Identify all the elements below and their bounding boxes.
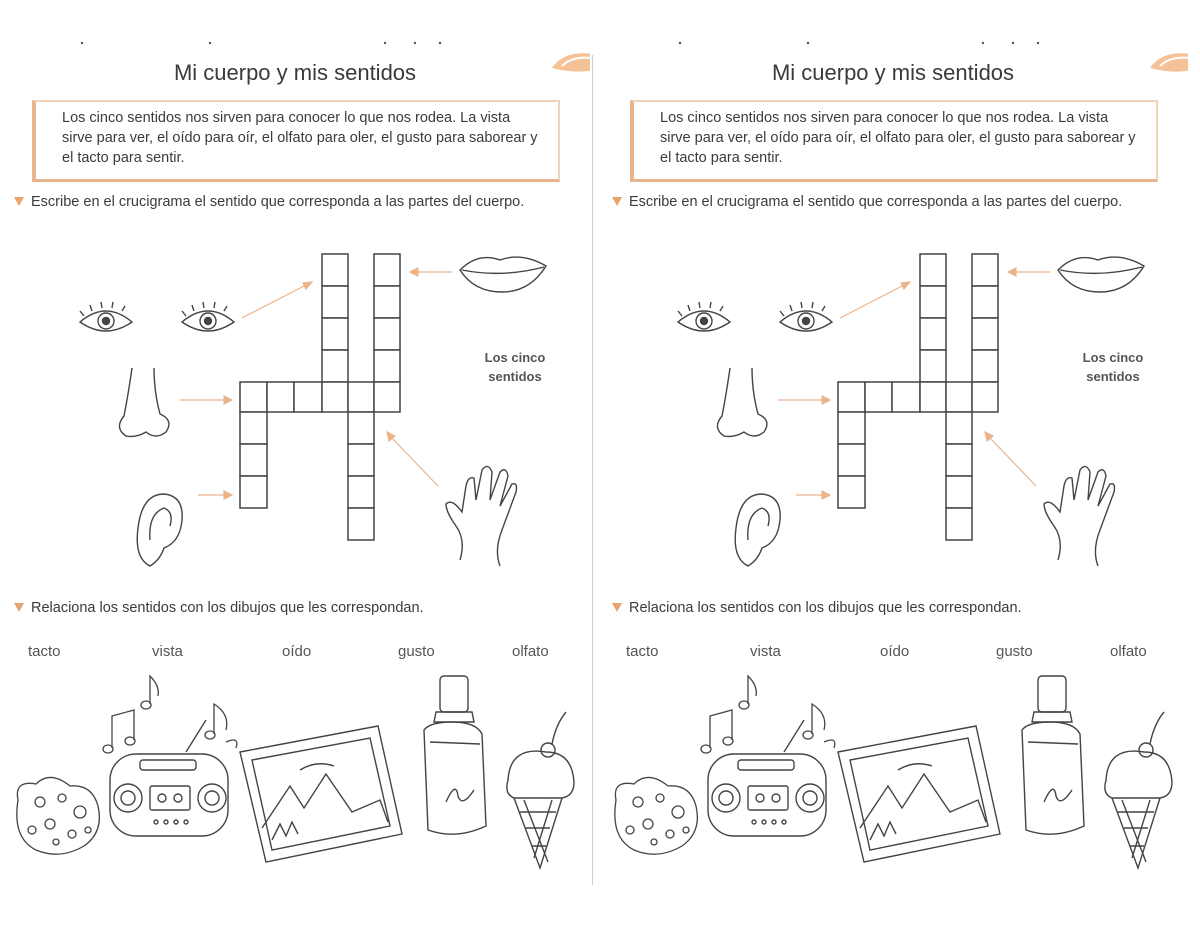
worksheet-page-right [598, 0, 1188, 927]
music-note-icon [701, 676, 835, 753]
crossword-label-line1: Los cinco [484, 350, 546, 365]
sense-word-tacto: tacto [28, 643, 61, 660]
perfume-bottle-icon [424, 676, 486, 834]
matching-drawings [0, 0, 590, 927]
sense-word-gusto: gusto [996, 643, 1033, 660]
crossword-label-line2: sentidos [1086, 369, 1140, 384]
sense-word-oido: oído [282, 643, 312, 660]
sense-word-vista: vista [152, 643, 183, 660]
crossword-label-line2: sentidos [488, 369, 542, 384]
page-title: Mi cuerpo y mis sentidos [173, 60, 417, 85]
page-divider [592, 55, 593, 885]
instruction-crossword-text: Escribe en el crucigrama el sentido que corresponda a las partes del cuerpo. [629, 194, 1123, 210]
picture-frame-icon [838, 726, 1000, 862]
sense-word-vista: vista [750, 643, 781, 660]
page-title: Mi cuerpo y mis sentidos [771, 60, 1015, 85]
matching-drawings [598, 0, 1188, 927]
sense-word-gusto: gusto [398, 643, 435, 660]
intro-box: Los cinco sentidos nos sirven para conocer lo que nos rodea. La vista sirve para ver, el oído para oír, el olfato para oler, el gusto para saborear y el tacto para sentir. [630, 100, 1158, 182]
stone-icon [17, 777, 100, 854]
sense-word-olfato: olfato [512, 643, 549, 660]
intro-box: Los cinco sentidos nos sirven para conocer lo que nos rodea. La vista sirve para ver, el oído para oír, el olfato para oler, el gusto para saborear y el tacto para sentir. [32, 100, 560, 182]
music-note-icon [103, 676, 237, 753]
instruction-match-text: Relaciona los sentidos con los dibujos que les correspondan. [31, 600, 424, 616]
ice-cream-icon [1105, 712, 1172, 868]
instruction-crossword-text: Escribe en el crucigrama el sentido que corresponda a las partes del cuerpo. [31, 194, 525, 210]
worksheet-page-left [0, 0, 590, 927]
ice-cream-icon [507, 712, 574, 868]
sense-word-olfato: olfato [1110, 643, 1147, 660]
stone-icon [615, 777, 698, 854]
picture-frame-icon [240, 726, 402, 862]
instruction-match-text: Relaciona los sentidos con los dibujos que les correspondan. [629, 600, 1022, 616]
sense-word-tacto: tacto [626, 643, 659, 660]
perfume-bottle-icon [1022, 676, 1084, 834]
crossword-label-line1: Los cinco [1082, 350, 1144, 365]
sense-word-oido: oído [880, 643, 910, 660]
